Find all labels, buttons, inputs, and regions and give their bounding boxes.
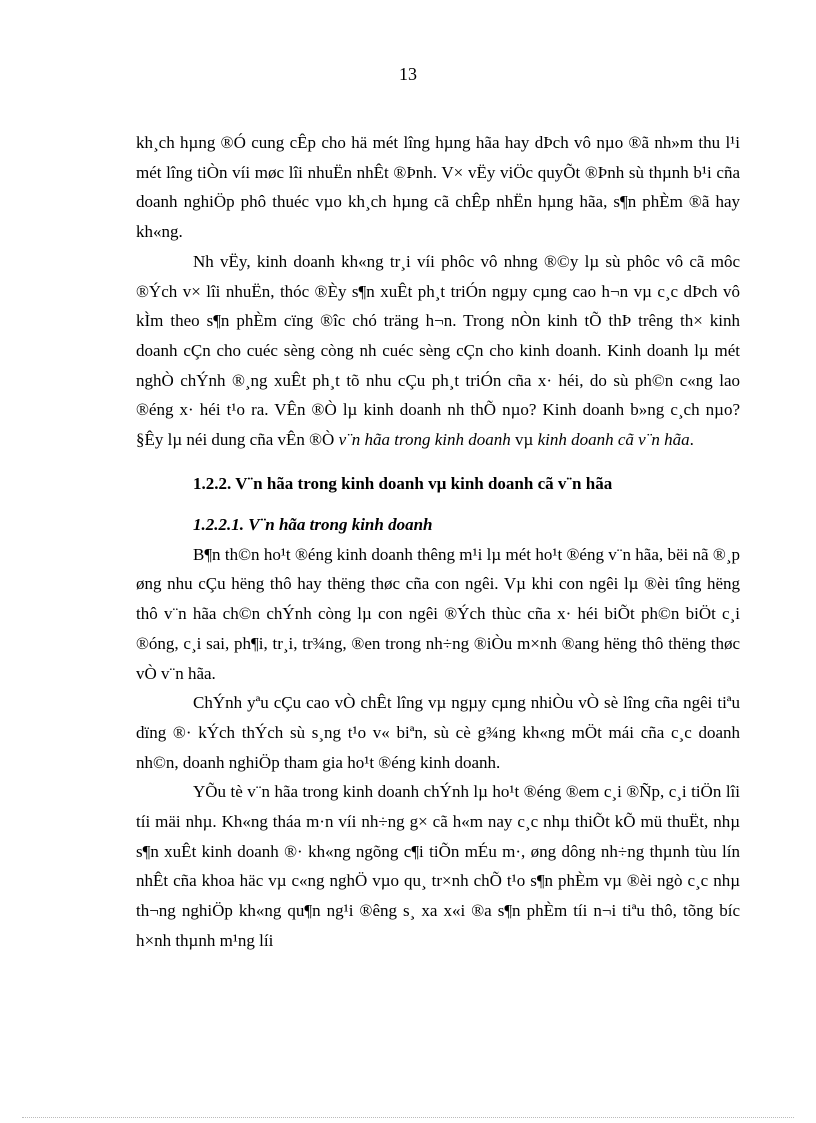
page-number: 13 bbox=[399, 64, 417, 84]
paragraph-2-conjunction: vµ bbox=[510, 430, 538, 450]
subsection-heading-1-2-2-1: 1.2.2.1. V¨n hãa trong kinh doanh bbox=[193, 514, 433, 534]
paragraph-3: B¶n th©n ho¹t ®éng kinh doanh thêng m¹i lµ mét ho¹t ®éng v¨n hãa, bëi nã ®¸p øng nhu cÇu hëng thô hay thëng thøc cña con ngêi. Vµ khi con ngêi lµ ®èi tîng hëng thô v¨n hãa ch©n chÝnh còng lµ con ngêi ®Ých thùc cña x· héi biÕt ph©n biÖt c¸i ®óng, c¸i sai, ph¶i, tr¸i, tr¾ng, ®en trong nh÷ng ®iÒu m×nh ®ang hëng thô thëng thøc vÒ v¨n hãa. bbox=[136, 544, 740, 683]
paragraph-2-emphasis-2: kinh doanh cã v¨n hãa bbox=[537, 430, 690, 450]
paragraph-1: kh¸ch hµng ®Ó cung cÊp cho hä mét lîng hµng hãa hay dÞch vô nµo ®ã nh»m thu l¹i mét lîng tiÒn víi møc lîi nhuËn nhÊt ®Þnh. V× vËy viÖc quyÕt ®Þnh sù thµnh b¹i cña doanh nghiÖp phô thuéc vµo kh¸ch hµng cã chÊp nhËn hµng hãa, s¶n phÈm ®ã hay kh«ng. bbox=[136, 133, 740, 242]
document-body bbox=[136, 128, 740, 956]
paragraph-4: ChÝnh yªu cÇu cao vÒ chÊt lîng vµ ngµy cµng nhiÒu vÒ sè lîng cña ngêi tiªu dïng ®· kÝch thÝch sù s¸ng t¹o v« biªn, sù cè g¾ng kh«ng mÖt mái cña c¸c doanh nh©n, doanh nghiÖp tham gia ho¹t ®éng kinh doanh. bbox=[136, 693, 740, 772]
page-bottom-rule bbox=[22, 1117, 794, 1118]
section-heading-1-2-2: 1.2.2. V¨n hãa trong kinh doanh vµ kinh doanh cã v¨n hãa bbox=[193, 473, 613, 493]
paragraph-2-emphasis-1: v¨n hãa trong kinh doanh bbox=[338, 430, 511, 450]
paragraph-2-text: Nh vËy, kinh doanh kh«ng tr¸i víi phôc vô nhng ®©y lµ sù phôc vô cã môc ®Ých v× lîi nhuËn, thóc ®Èy s¶n xuÊt ph¸t triÓn ngµy cµng cao h¬n vµ c¸c dÞch vô kÌm theo s¶n phÈm cïng ®îc chó träng h¬n. Trong nÒn kinh tÕ thÞ trêng th× kinh doanh cÇn cho cuéc sèng còng nh cuéc sèng cÇn cho kinh doanh. Kinh doanh lµ mét nghÒ chÝnh ®¸ng xuÊt ph¸t tõ nhu cÇu ph¸t triÓn cña x· héi, do sù ph©n c«ng lao ®éng x· héi t¹o ra. VÊn ®Ò lµ kinh doanh nh thÕ nµo? Kinh doanh b»ng c¸ch nµo? §Êy lµ néi dung cña vÊn ®Ò bbox=[136, 251, 740, 450]
paragraph-2-end: . bbox=[689, 430, 694, 450]
paragraph-2 bbox=[136, 247, 740, 455]
paragraph-5: YÕu tè v¨n hãa trong kinh doanh chÝnh lµ ho¹t ®éng ®em c¸i ®Ñp, c¸i tiÖn lîi tíi mäi nhµ. Kh«ng tháa m·n víi nh÷ng g× cã h«m nay c¸c nhµ thiÕt kÕ mü thuËt, nhµ s¶n xuÊt kinh doanh ®· kh«ng ngõng c¶i tiÕn mÉu m·, øng dông nh÷ng thµnh tùu lín nhÊt cña khoa häc vµ c«ng nghÖ vµo qu¸ tr×nh chÕ t¹o s¶n phÈm vµ ®èi ngò c¸c nhµ th¬ng nghiÖp kh«ng qu¶n ng¹i ®êng s¸ xa x«i ®a s¶n phÈm tíi n¬i tiªu thô, tõng bíc h×nh thµnh m¹ng líi bbox=[136, 782, 740, 950]
